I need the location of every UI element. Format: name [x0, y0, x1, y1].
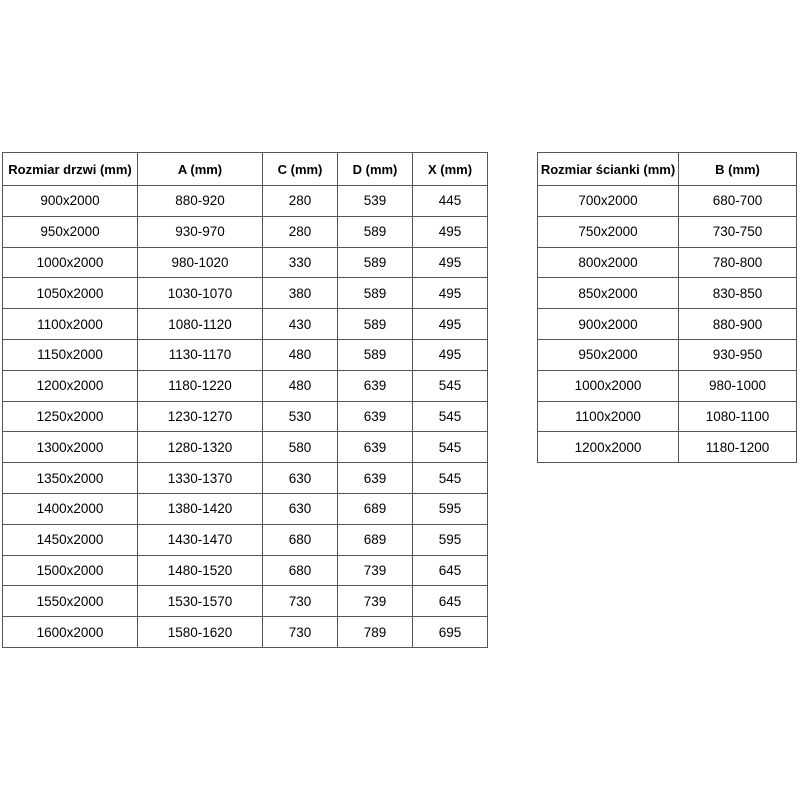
- table-row: [3, 309, 488, 340]
- table-row: [3, 524, 488, 555]
- table-row: [3, 401, 488, 432]
- table-cell: 580: [263, 432, 338, 463]
- table-cell: 480: [263, 370, 338, 401]
- table-cell: 780-800: [679, 247, 797, 278]
- table-cell: 1230-1270: [138, 401, 263, 432]
- table-row: [3, 586, 488, 617]
- table-cell: 545: [413, 370, 488, 401]
- table-cell: 689: [338, 524, 413, 555]
- table-cell: 545: [413, 432, 488, 463]
- table-cell: 1430-1470: [138, 524, 263, 555]
- table-cell: 1350x2000: [3, 463, 138, 494]
- table-cell: 1380-1420: [138, 493, 263, 524]
- column-header: B (mm): [679, 153, 797, 186]
- table-cell: 850x2000: [538, 278, 679, 309]
- table-cell: 800x2000: [538, 247, 679, 278]
- table-cell: 280: [263, 186, 338, 217]
- table-cell: 1550x2000: [3, 586, 138, 617]
- table-row: [538, 309, 797, 340]
- table-cell: 530: [263, 401, 338, 432]
- table-row: [3, 216, 488, 247]
- column-header: Rozmiar ścianki (mm): [538, 153, 679, 186]
- table-cell: 789: [338, 617, 413, 648]
- table-cell: 645: [413, 555, 488, 586]
- table-cell: 589: [338, 247, 413, 278]
- table-cell: 1530-1570: [138, 586, 263, 617]
- table-cell: 680: [263, 555, 338, 586]
- table-row: [3, 339, 488, 370]
- table-cell: 589: [338, 309, 413, 340]
- table-cell: 589: [338, 339, 413, 370]
- table-row: [3, 432, 488, 463]
- table-cell: 1180-1200: [679, 432, 797, 463]
- column-header: X (mm): [413, 153, 488, 186]
- table-cell: 1580-1620: [138, 617, 263, 648]
- table-cell: 595: [413, 524, 488, 555]
- table-row: [538, 370, 797, 401]
- table-cell: 1100x2000: [538, 401, 679, 432]
- table-cell: 1130-1170: [138, 339, 263, 370]
- table-row: [538, 186, 797, 217]
- column-header: Rozmiar drzwi (mm): [3, 153, 138, 186]
- table-row: [3, 617, 488, 648]
- table-row: [3, 278, 488, 309]
- wall-size-table: [537, 152, 797, 463]
- table-cell: 495: [413, 247, 488, 278]
- table-cell: 830-850: [679, 278, 797, 309]
- table-cell: 930-970: [138, 216, 263, 247]
- table-cell: 730: [263, 617, 338, 648]
- table-cell: 750x2000: [538, 216, 679, 247]
- table-row: [3, 186, 488, 217]
- table-cell: 280: [263, 216, 338, 247]
- table-cell: 639: [338, 432, 413, 463]
- table-cell: 680: [263, 524, 338, 555]
- table-row: [3, 370, 488, 401]
- table-cell: 1150x2000: [3, 339, 138, 370]
- table-row: [538, 216, 797, 247]
- table-cell: 630: [263, 493, 338, 524]
- table-row: [538, 247, 797, 278]
- column-header: A (mm): [138, 153, 263, 186]
- table-cell: 1200x2000: [538, 432, 679, 463]
- table-cell: 639: [338, 370, 413, 401]
- table-cell: 545: [413, 463, 488, 494]
- table-cell: 495: [413, 309, 488, 340]
- table-cell: 1250x2000: [3, 401, 138, 432]
- table-cell: 589: [338, 216, 413, 247]
- table-cell: 730-750: [679, 216, 797, 247]
- table-cell: 1300x2000: [3, 432, 138, 463]
- table-cell: 639: [338, 463, 413, 494]
- table-cell: 930-950: [679, 339, 797, 370]
- table-cell: 1500x2000: [3, 555, 138, 586]
- table-row: [538, 339, 797, 370]
- table-cell: 739: [338, 586, 413, 617]
- table-cell: 639: [338, 401, 413, 432]
- table-cell: 589: [338, 278, 413, 309]
- table-cell: 1400x2000: [3, 493, 138, 524]
- table-cell: 1200x2000: [3, 370, 138, 401]
- table-cell: 495: [413, 339, 488, 370]
- table-cell: 1450x2000: [3, 524, 138, 555]
- table-cell: 950x2000: [3, 216, 138, 247]
- table-cell: 595: [413, 493, 488, 524]
- table-cell: 880-920: [138, 186, 263, 217]
- table-cell: 980-1020: [138, 247, 263, 278]
- table-cell: 330: [263, 247, 338, 278]
- table-cell: 645: [413, 586, 488, 617]
- wall-table-header-row: [538, 153, 797, 186]
- table-cell: 739: [338, 555, 413, 586]
- table-row: [538, 401, 797, 432]
- table-cell: 680-700: [679, 186, 797, 217]
- table-cell: 545: [413, 401, 488, 432]
- table-cell: 980-1000: [679, 370, 797, 401]
- table-cell: 1030-1070: [138, 278, 263, 309]
- table-cell: 539: [338, 186, 413, 217]
- table-cell: 1280-1320: [138, 432, 263, 463]
- table-cell: 1000x2000: [3, 247, 138, 278]
- table-cell: 1000x2000: [538, 370, 679, 401]
- table-cell: 730: [263, 586, 338, 617]
- table-cell: 1480-1520: [138, 555, 263, 586]
- table-cell: 630: [263, 463, 338, 494]
- table-cell: 380: [263, 278, 338, 309]
- table-cell: 900x2000: [538, 309, 679, 340]
- door-size-table: [2, 152, 488, 648]
- table-row: [538, 432, 797, 463]
- column-header: C (mm): [263, 153, 338, 186]
- table-row: [3, 247, 488, 278]
- table-cell: 1080-1100: [679, 401, 797, 432]
- table-cell: 700x2000: [538, 186, 679, 217]
- table-cell: 1180-1220: [138, 370, 263, 401]
- door-table-header-row: [3, 153, 488, 186]
- table-row: [538, 278, 797, 309]
- table-cell: 495: [413, 278, 488, 309]
- table-row: [3, 463, 488, 494]
- table-cell: 695: [413, 617, 488, 648]
- table-cell: 1080-1120: [138, 309, 263, 340]
- table-cell: 900x2000: [3, 186, 138, 217]
- table-cell: 1330-1370: [138, 463, 263, 494]
- table-cell: 480: [263, 339, 338, 370]
- table-cell: 689: [338, 493, 413, 524]
- table-cell: 1100x2000: [3, 309, 138, 340]
- table-cell: 950x2000: [538, 339, 679, 370]
- table-cell: 445: [413, 186, 488, 217]
- table-cell: 1050x2000: [3, 278, 138, 309]
- table-cell: 1600x2000: [3, 617, 138, 648]
- table-row: [3, 555, 488, 586]
- table-row: [3, 493, 488, 524]
- table-cell: 430: [263, 309, 338, 340]
- table-cell: 495: [413, 216, 488, 247]
- column-header: D (mm): [338, 153, 413, 186]
- table-cell: 880-900: [679, 309, 797, 340]
